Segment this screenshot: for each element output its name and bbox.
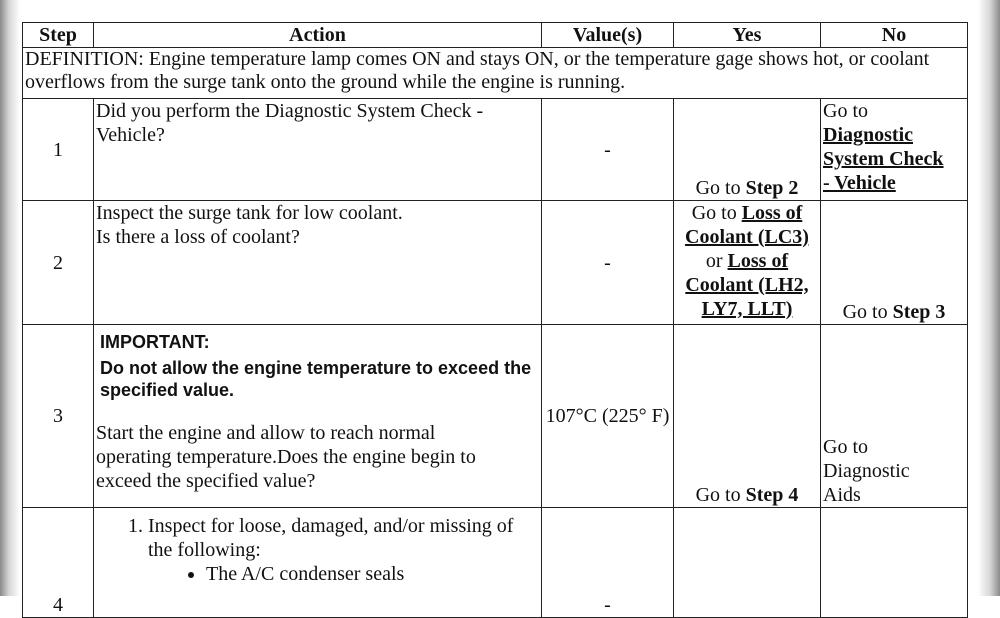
action-line: exceed the specified value? (96, 470, 316, 492)
goto-step-4-link[interactable]: Step 4 (745, 484, 799, 506)
action-cell (94, 508, 542, 618)
link-line[interactable]: - Vehicle (823, 172, 896, 194)
no-prefix: Go to (842, 301, 893, 323)
list-item: • The A/C condenser seals (206, 562, 539, 586)
step-number: 3 (23, 325, 94, 508)
loss-of-coolant-lc3-link[interactable]: Loss of (741, 202, 803, 224)
action-cell (94, 325, 542, 508)
or-text: or (705, 250, 728, 272)
table-row (23, 325, 968, 508)
action-cell (94, 99, 542, 201)
action-line: operating temperature.Does the engine begin to (96, 446, 476, 468)
step-number: 2 (23, 201, 94, 325)
header-yes: Yes (674, 23, 821, 48)
action-cell (94, 201, 542, 325)
action-line: Inspect the surge tank for low coolant. (96, 202, 403, 224)
step-number: 1 (23, 99, 94, 201)
action-list (96, 514, 539, 562)
important-text: Do not allow the engine temperature to exceed the specified value. (100, 358, 532, 400)
no-cell (821, 325, 968, 508)
action-line: Is there a loss of coolant? (96, 226, 300, 248)
no-cell (821, 99, 968, 201)
link-line[interactable]: System Check (823, 148, 944, 170)
yes-prefix: Go to (695, 484, 746, 506)
diagnostic-table (22, 22, 968, 618)
value-cell: - (542, 201, 674, 325)
important-label: IMPORTANT: (100, 332, 210, 352)
action-line: Did you perform the Diagnostic System Check - (96, 100, 484, 122)
value-cell: - (542, 508, 674, 618)
link-line[interactable]: Diagnostic (823, 124, 913, 146)
goto-step-3-link[interactable]: Step 3 (892, 301, 946, 323)
no-line: Diagnostic (823, 460, 910, 482)
loss-of-coolant-lh2-link[interactable]: Coolant (LH2, (685, 274, 809, 296)
definition-text: DEFINITION: Engine temperature lamp comes ON and stays ON, or the temperature gage shows hot, or coolant overflows from the surge tank onto the ground while the engine is running. (23, 48, 968, 99)
diagnostic-system-check-link[interactable] (823, 123, 965, 195)
no-cell (821, 201, 968, 325)
loss-of-coolant-lh2-link[interactable]: Loss of (727, 250, 789, 272)
action-line: Start the engine and allow to reach normal (96, 422, 436, 444)
no-line: Go to (823, 436, 868, 458)
yes-prefix: Go to (691, 202, 742, 224)
yes-prefix: Go to (695, 177, 746, 199)
header-row (23, 23, 968, 48)
loss-of-coolant-lh2-link[interactable]: LY7, LLT) (701, 298, 793, 320)
no-cell (821, 508, 968, 618)
table-row (23, 201, 968, 325)
header-action: Action (94, 23, 542, 48)
no-prefix: Go to (823, 100, 868, 122)
value-cell: - (542, 99, 674, 201)
yes-cell (674, 508, 821, 618)
right-page-shadow (978, 0, 1000, 596)
list-item: 1. Inspect for loose, damaged, and/or missing of the following: (148, 514, 539, 562)
header-no: No (821, 23, 968, 48)
yes-cell (674, 325, 821, 508)
value-cell: 107°C (225° F) (542, 325, 674, 508)
header-step: Step (23, 23, 94, 48)
loss-of-coolant-lc3-link[interactable]: Coolant (LC3) (685, 226, 809, 248)
header-values: Value(s) (542, 23, 674, 48)
table-row (23, 508, 968, 618)
definition-row (23, 48, 968, 99)
yes-cell (674, 201, 821, 325)
no-line: Aids (823, 484, 861, 506)
goto-step-2-link[interactable]: Step 2 (745, 177, 799, 199)
yes-cell (674, 99, 821, 201)
left-page-shadow (0, 0, 20, 596)
bullet-list (96, 562, 539, 586)
action-line: Vehicle? (96, 124, 165, 146)
step-number: 4 (23, 508, 94, 618)
table-row (23, 99, 968, 201)
